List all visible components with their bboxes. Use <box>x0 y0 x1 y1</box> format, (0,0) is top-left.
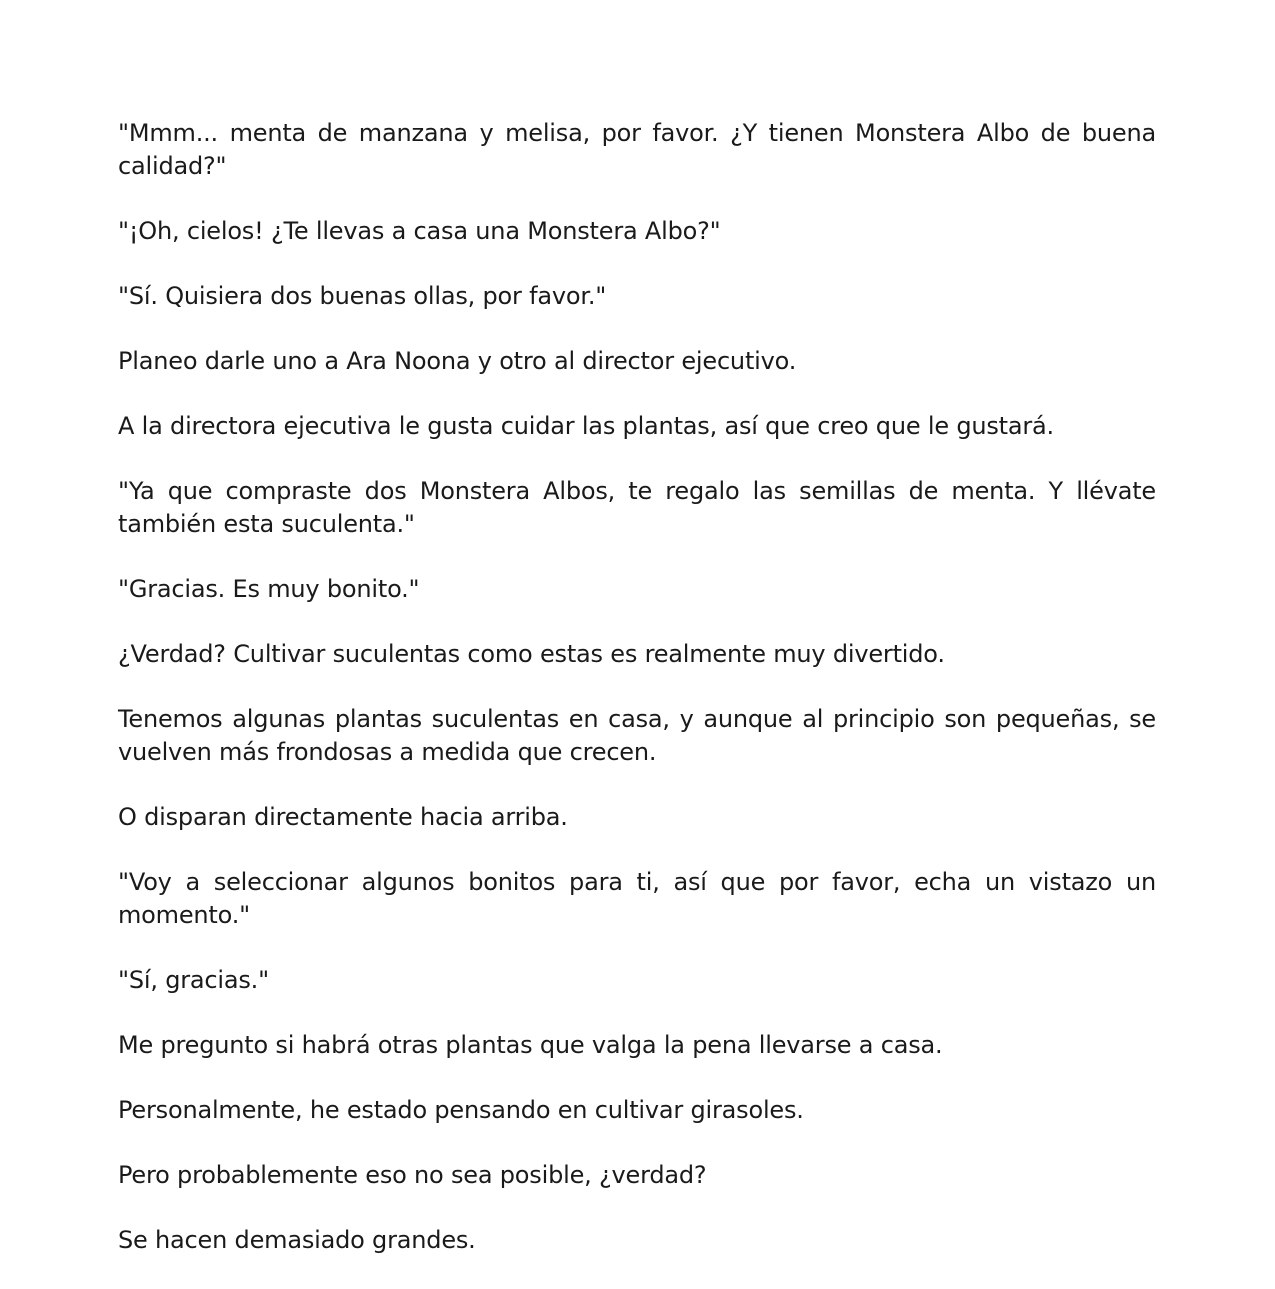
paragraph: O disparan directamente hacia arriba. <box>118 803 568 831</box>
paragraph: ¿Verdad? Cultivar suculentas como estas es realmente muy divertido. <box>118 640 945 668</box>
paragraph: Tenemos algunas plantas suculentas en casa, y aunque al principio son pequeñas, se vuelven más frondosas a medida que crecen. <box>118 705 1156 766</box>
paragraph: Se hacen demasiado grandes. <box>118 1226 476 1254</box>
paragraph: "Gracias. Es muy bonito." <box>118 575 420 603</box>
paragraph: "Ya que compraste dos Monstera Albos, te regalo las semillas de menta. Y llévate también esta suculenta." <box>118 477 1156 538</box>
paragraph: "¡Oh, cielos! ¿Te llevas a casa una Monstera Albo?" <box>118 217 721 245</box>
document-page <box>118 117 1156 1289</box>
paragraph: Planeo darle uno a Ara Noona y otro al director ejecutivo. <box>118 347 797 375</box>
paragraph: "Sí. Quisiera dos buenas ollas, por favor." <box>118 282 607 310</box>
paragraph: "Mmm... menta de manzana y melisa, por favor. ¿Y tienen Monstera Albo de buena calidad?" <box>118 119 1156 180</box>
paragraph: Personalmente, he estado pensando en cultivar girasoles. <box>118 1096 804 1124</box>
paragraph: "Voy a seleccionar algunos bonitos para ti, así que por favor, echa un vistazo un momento." <box>118 868 1156 929</box>
paragraph: Pero probablemente eso no sea posible, ¿verdad? <box>118 1161 707 1189</box>
paragraph: A la directora ejecutiva le gusta cuidar las plantas, así que creo que le gustará. <box>118 412 1054 440</box>
paragraph: "Sí, gracias." <box>118 966 269 994</box>
paragraph: Me pregunto si habrá otras plantas que valga la pena llevarse a casa. <box>118 1031 943 1059</box>
